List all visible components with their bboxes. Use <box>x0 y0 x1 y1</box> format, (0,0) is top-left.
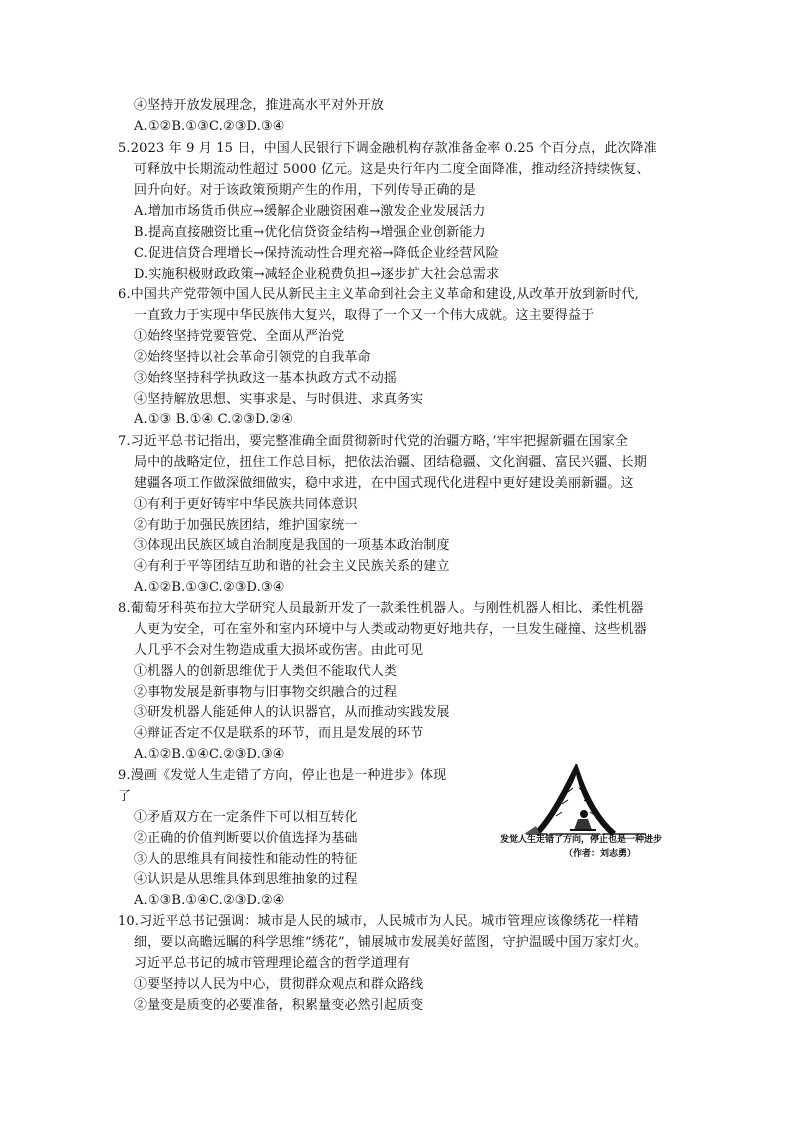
cartoon-author: （作者：刘志勇） <box>564 849 637 859</box>
question-10-stem: 10.习近平总书记强调：城市是人民的城市，人民城市为人民。城市管理应该像绣花一样精 <box>118 914 639 929</box>
option-line: ②事物发展是新事物与旧事物交织融合的过程 <box>134 685 398 700</box>
option-line: ③研发机器人能延伸人的认识器官，从而推动实践发展 <box>134 705 450 720</box>
question-6-stem: 一直致力于实现中华民族伟大复兴，取得了一个又一个伟大成就。这主要得益于 <box>134 308 595 323</box>
question-10-stem: 习近平总书记的城市管理理论蕴含的哲学道理有 <box>134 956 411 971</box>
cartoon-caption: 发觉人生走错了方向，停止也是一种进步 <box>500 835 663 845</box>
option-line: ②有助于加强民族团结，维护国家统一 <box>134 518 358 533</box>
option-line: ②正确的价值判断要以价值选择为基础 <box>134 831 358 846</box>
answer-choices: A.①③ B.①④ C.②③D.②④ <box>134 412 294 427</box>
answer-choices: A.①③B.①④C.②③D.②④ <box>134 893 285 908</box>
option-line: ①矛盾双方在一定条件下可以相互转化 <box>134 810 358 825</box>
question-7-stem: 7.习近平总书记指出，要完整准确全面贯彻新时代党的治疆方略，’牢牢把握新疆在国家全 <box>118 434 629 449</box>
option-line: ①机器人的创新思维优于人类但不能取代人类 <box>134 664 398 679</box>
option-line: ①有利于更好铸牢中华民族共同体意识 <box>134 497 358 512</box>
question-5-stem: 回升向好。对于该政策预期产生的作用，下列传导正确的是 <box>134 183 476 198</box>
option-line: ③体现出民族区域自治制度是我国的一项基本政治制度 <box>134 538 450 553</box>
answer-choices: A.①②B.①③C.②③D.③④ <box>134 580 285 595</box>
question-7-stem: 建疆各项工作做深做细做实，稳中求进，在中国式现代化进程中更好建设美丽新疆。这 <box>134 476 634 491</box>
question-9-stem: 了 <box>118 789 132 804</box>
question-6-stem: 6.中国共产党带领中国人民从新民主主义革命到社会主义革命和建设,从改革开放到新时代, <box>118 287 639 302</box>
question-7-stem: 局中的战略定位，扭住工作总目标，把依法治疆、团结稳疆、文化润疆、富民兴疆、长期 <box>134 455 647 470</box>
question-8-stem: 人几乎不会对生物造成重大损坏或伤害。由此可见 <box>134 643 424 658</box>
question-8-stem: 8.葡萄牙科英布拉大学研究人员最新开发了一款柔性机器人。与刚性机器人相比、柔性机器 <box>118 601 644 616</box>
question-10-stem: 细，要以高瞻远瞩的科学思维“绣花”，铺展城市发展美好蓝图，守护温暖中国万家灯火。 <box>134 935 648 950</box>
option-a: A.增加市场货币供应→缓解企业融资困难→激发企业发展活力 <box>134 204 486 219</box>
option-c: C.促进信贷合理增长→保持流动性合理充裕→降低企业经营风险 <box>134 246 499 261</box>
option-line: ③始终坚持科学执政这一基本执政方式不动摇 <box>134 371 398 386</box>
option-line: ①要坚持以人民为中心，贯彻群众观点和群众路线 <box>134 977 424 992</box>
option-line: ④认识是从思维具体到思维抽象的过程 <box>134 872 358 887</box>
option-line: ②量变是质变的必要准备，积累量变必然引起质变 <box>134 998 424 1013</box>
option-line: ③人的思维具有间接性和能动性的特征 <box>134 852 358 867</box>
option-line: ④辩证否定不仅是联系的环节，而且是发展的环节 <box>134 726 424 741</box>
option-line: ④有利于平等团结互助和谐的社会主义民族关系的建立 <box>134 559 450 574</box>
option-line: ④坚持开放发展理念，推进高水平对外开放 <box>134 98 384 113</box>
option-b: B.提高直接融资比重→优化信贷资金结构→增强企业创新能力 <box>134 225 486 240</box>
question-5-stem: 可释放中长期流动性超过 5000 亿元。这是央行年内二度全面降准，推动经济持续恢复、 <box>134 162 650 177</box>
question-8-stem: 人更为安全，可在室外和室内环境中与人类或动物更好地共存，一旦发生碰撞、这些机器 <box>134 622 647 637</box>
option-line: ④坚持解放思想、实事求是、与时俱进、求真务实 <box>134 392 424 407</box>
option-line: ②始终坚持以社会革命引领党的自我革命 <box>134 350 371 365</box>
question-5-stem: 5.2023 年 9 月 15 日，中国人民银行下调金融机构存款准备金率 0.25 个百分点，此次降准 <box>118 141 657 156</box>
question-9-stem: 9.漫画《发觉人生走错了方向，停止也是一种进步》体现 <box>118 768 447 783</box>
answer-choices: A.①②B.①④C.②③D.③④ <box>134 747 285 762</box>
cartoon-image <box>496 764 686 864</box>
option-d: D.实施积极财政政策→减轻企业税费负担→逐步扩大社会总需求 <box>134 267 500 282</box>
option-line: ①始终坚持党要管党、全面从严治党 <box>134 329 345 344</box>
answer-choices: A.①②B.①③C.②③D.③④ <box>134 119 285 134</box>
